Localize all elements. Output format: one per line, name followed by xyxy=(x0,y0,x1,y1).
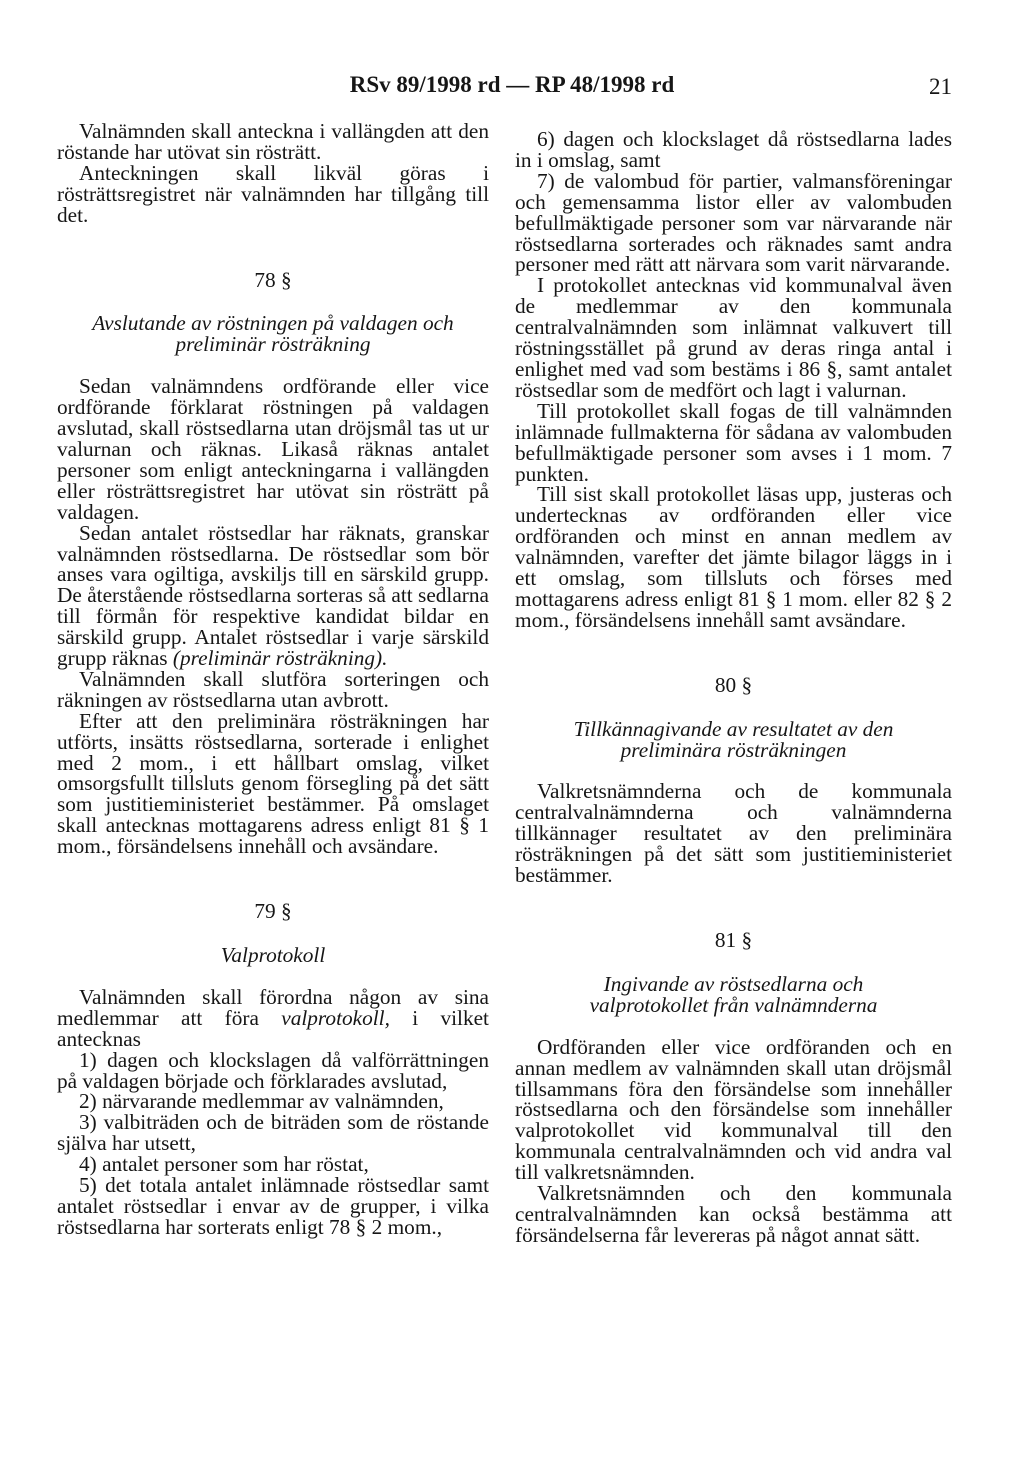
paragraph: Efter att den preliminära rösträkningen har utförts, insätts röstsedlarna, sorterade i enlighet med 2 mom., i ett hållbart omslag, vilket omsorgsfullt tillsluts genom försegling på det sätt som justitieministeriet bestämmer. På omslaget skall antecknas mottagarens adress enligt 81 § 1 mom., försändelsens innehåll och avsändare. xyxy=(57,708,489,859)
left-column xyxy=(57,121,489,1238)
section-heading-80-line1: Tillkännagivande av resultatet av den xyxy=(573,716,894,741)
paragraph: Valnämnden skall anteckna i vallängden att den röstande har utövat sin rösträtt. xyxy=(57,119,489,164)
paragraph: Sedan valnämndens ordförande eller vice ordförande förklarat röstningen på valdagen avslutad, skall röstsedlarna utan dröjsmål tas ut ur valurnan och räknas. Likaså räknas antalet personer som enligt anteckningarna i vallängden eller rösträttsregistret har utövat sin rösträtt på valdagen. xyxy=(57,374,489,524)
page-header xyxy=(0,72,1024,106)
section-heading-80-line2: preliminära rösträkningen xyxy=(620,737,847,762)
paragraph: Valkretsnämnden och den kommunala centralvalnämnden kan också bestämma att försändelserna får levereras på något annat sätt. xyxy=(515,1181,952,1247)
list-item: 7) de valombud för partier, valmansföreningar och gemensamma listor eller av valombuden befullmäktigade personer som var närvarande när röstsedlarna sorterades och räknades samt andra personer med rätt att närvara som varit närvarande. xyxy=(515,168,952,277)
paragraph: Valkretsnämnderna och de kommunala centralvalnämnderna och valnämnderna tillkännager resultatet av den preliminära rösträkningen på det sätt som justitieministeriet bestämmer. xyxy=(515,779,952,888)
section-number-80: 80 § xyxy=(714,672,753,697)
paragraph: Valnämnden skall slutföra sorteringen och räkningen av röstsedlarna utan avbrott. xyxy=(57,666,489,712)
right-column xyxy=(515,129,952,1246)
section-heading-81-line1: Ingivande av röstsedlarna och xyxy=(603,971,864,996)
paragraph: Ordföranden eller vice ordföranden och en annan medlem av valnämnden skall utan dröjsmål tillsammans föra den försändelse som innehåller röstsedlarna och den försändelse som innehåller valprotokollet vid kommunalval till den kommunala centralvalnämnden och vid andra val till valkretsnämnden. xyxy=(515,1034,952,1185)
list-item: 3) valbiträden och de biträden som de röstande själva har utsett, xyxy=(57,1110,489,1156)
paragraph: I protokollet antecknas vid kommunalval även de medlemmar av den kommunala centralvalnämnden som inlämnat valkuvert till röstningsstället på grund av deras ringa antal i enlighet med vad som bestäms i 86 §, samt antalet röstsedlar som de medfört och lagt i valurnan. xyxy=(515,273,952,402)
page-number: 21 xyxy=(929,74,952,99)
paragraph: Anteckningen skall likväl göras i rösträttsregistret när valnämnden har tillgång till det. xyxy=(57,160,489,227)
section-heading-78-line1: Avslutande av röstningen på valdagen och xyxy=(92,311,454,336)
section-number-79: 79 § xyxy=(254,899,292,924)
list-item: 4) antalet personer som har röstat, xyxy=(79,1152,369,1177)
paragraph: Till protokollet skall fogas de till valnämnden inlämnade fullmakterna för sådana av valombuden befullmäktigade personer som avses i 1 mom. 7 punkten. xyxy=(515,398,952,486)
section-number-81: 81 § xyxy=(714,928,753,952)
list-item: 2) närvarande medlemmar av valnämnden, xyxy=(79,1089,444,1114)
section-heading-79: Valprotokoll xyxy=(220,943,326,967)
paragraph: Sedan antalet röstsedlar har räknats, granskar valnämnden röstsedlarna. De röstsedlar som bör anses vara ogiltiga, avskiljs till en särskild grupp. De återstående röstsedlarna sorteras så att sedlarna till förmån för respektive kandidat bildar en särskild grupp. Antalet röstsedlar i varje särskild grupp räknas (preliminär rösträkning). xyxy=(57,520,489,671)
paragraph: Till sist skall protokollet läsas upp, justeras och undertecknas av ordföranden eller vice ordföranden och minst en annan medlem av valnämnden, varefter det jämte bilagor läggs in i ett omslag, som tillsluts och förses med mottagarens adress enligt 81 § 1 mom. eller 82 § 2 mom., försändelsens innehåll samt avsändare. xyxy=(515,482,952,632)
list-item: 1) dagen och klockslagen då valförrättningen på valdagen började och förklarades avslutad, xyxy=(57,1047,489,1093)
section-heading-81-line2: valprotokollet från valnämnderna xyxy=(589,992,878,1017)
paragraph: Valnämnden skall förordna någon av sina medlemmar att föra valprotokoll, i vilket antecknas xyxy=(57,984,489,1051)
section-number-78: 78 § xyxy=(254,267,292,292)
running-title: RSv 89/1998 rd — RP 48/1998 rd xyxy=(349,72,675,97)
list-item: 6) dagen och klockslaget då röstsedlarna lades in i omslag, samt xyxy=(515,127,952,172)
list-item: 5) det totala antalet inlämnade röstsedlar samt antalet röstsedlar i envar av de grupper, i vilka röstsedlarna har sorterats enligt 78 § 2 mom., xyxy=(57,1173,489,1239)
section-heading-78-line2: preliminär rösträkning xyxy=(175,332,371,357)
